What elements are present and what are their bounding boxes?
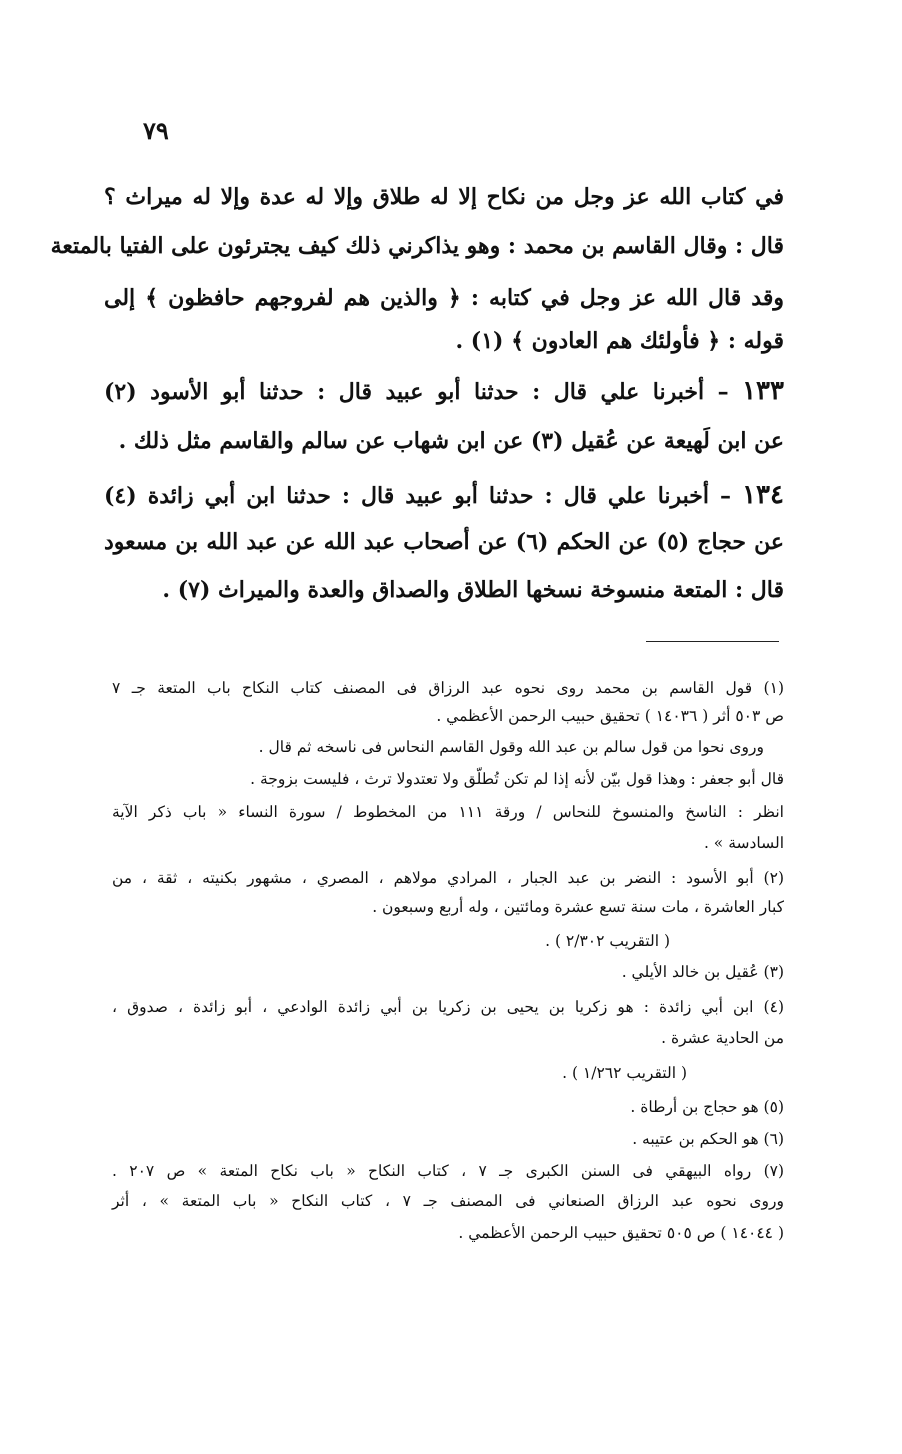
- main-text-line-4: قوله : ﴿ فأولئك هم العادون ﴾ (١) .: [455, 328, 784, 354]
- footnote-line: قال أبو جعفر : وهذا قول بيّن لأنه إذا لم تكن تُطلّق ولا تعتدولا ترث ، فليست بزوجة .: [250, 770, 784, 788]
- hadith-134-text-1: – أخبرنا علي قال : حدثنا أبو عبيد قال : حدثنا ابن أبي زائدة (٤): [104, 483, 732, 509]
- footnote-line: من الحادية عشرة .: [661, 1029, 784, 1047]
- hadith-133-line-1: [104, 371, 784, 411]
- hadith-133-line-2: عن ابن لَهيعة عن عُقيل (٣) عن ابن شهاب عن سالم والقاسم مثل ذلك .: [118, 428, 784, 454]
- hadith-number-134: ١٣٤: [742, 480, 784, 510]
- hadith-134-line-1: [104, 475, 784, 515]
- footnote-line: ( ١٤٠٤٤ ) ص ٥٠٥ تحقيق حبيب الرحمن الأعظمي .: [458, 1224, 784, 1242]
- main-text-line-1: في كتاب الله عز وجل من نكاح إلا له طلاق وإلا له عدة وإلا له ميراث ؟: [104, 184, 784, 210]
- footnote-line: (٢) أبو الأسود : النضر بن عبد الجبار ، المرادي مولاهم ، المصري ، مشهور بكنيته ، ثقة ، من: [112, 869, 784, 887]
- footnote-line: السادسة » .: [703, 834, 784, 852]
- page-number: ٧٩: [143, 116, 169, 145]
- footnote-line: كبار العاشرة ، مات سنة تسع عشرة ومائتين ، وله أربع وسبعون .: [372, 898, 784, 916]
- footnote-divider: [646, 641, 779, 642]
- footnote-line: ( التقريب ٢/٣٠٢ ) .: [545, 932, 670, 950]
- footnote-line: (٣) عُقيل بن خالد الأيلي .: [621, 963, 784, 981]
- footnote-line: وروى نحوه عبد الرزاق الصنعاني فى المصنف جـ ٧ ، كتاب النكاح « باب المتعة » ، أثر: [112, 1192, 784, 1210]
- footnote-line: (٧) رواه البيهقي فى السنن الكبرى جـ ٧ ، كتاب النكاح « باب نكاح المتعة » ص ٢٠٧ .: [112, 1162, 785, 1180]
- footnote-line: وروى نحوا من قول سالم بن عبد الله وقول القاسم النحاس فى ناسخه ثم قال .: [258, 738, 764, 756]
- hadith-134-line-3: قال : المتعة منسوخة نسخها الطلاق والصداق والعدة والميراث (٧) .: [162, 577, 784, 603]
- footnote-line: ( التقريب ١/٢٦٢ ) .: [562, 1064, 687, 1082]
- footnote-line: (٤) ابن أبي زائدة : هو زكريا بن يحيى بن زكريا بن أبي زائدة الوادعي ، أبو زائدة ، صدوق ،: [112, 998, 784, 1016]
- footnote-line: (٦) هو الحكم بن عتيبه .: [632, 1130, 784, 1148]
- main-text-line-2: قال : وقال القاسم بن محمد : وهو يذاكرني ذلك كيف يجترئون على الفتيا بالمتعة: [50, 233, 784, 259]
- main-text-line-3: وقد قال الله عز وجل في كتابه : ﴿ والذين هم لفروجهم حافظون ﴾ إلى: [104, 285, 784, 311]
- hadith-number-133: ١٣٣: [742, 376, 784, 406]
- hadith-133-text-1: – أخبرنا علي قال : حدثنا أبو عبيد قال : حدثنا أبو الأسود (٢): [104, 379, 729, 405]
- footnote-line: انظر : الناسخ والمنسوخ للنحاس / ورقة ١١١ من المخطوط / سورة النساء « باب ذكر الآية: [112, 803, 784, 821]
- footnote-line: ص ٥٠٣ أثر ( ١٤٠٣٦ ) تحقيق حبيب الرحمن الأعظمي .: [436, 707, 784, 725]
- footnote-line: (٥) هو حجاج بن أرطاة .: [630, 1098, 784, 1116]
- hadith-134-line-2: عن حجاج (٥) عن الحكم (٦) عن أصحاب عبد الله عن عبد الله بن مسعود: [104, 529, 784, 555]
- footnote-line: (١) قول القاسم بن محمد روى نحوه عبد الرزاق فى المصنف كتاب النكاح باب المتعة جـ ٧: [112, 679, 784, 697]
